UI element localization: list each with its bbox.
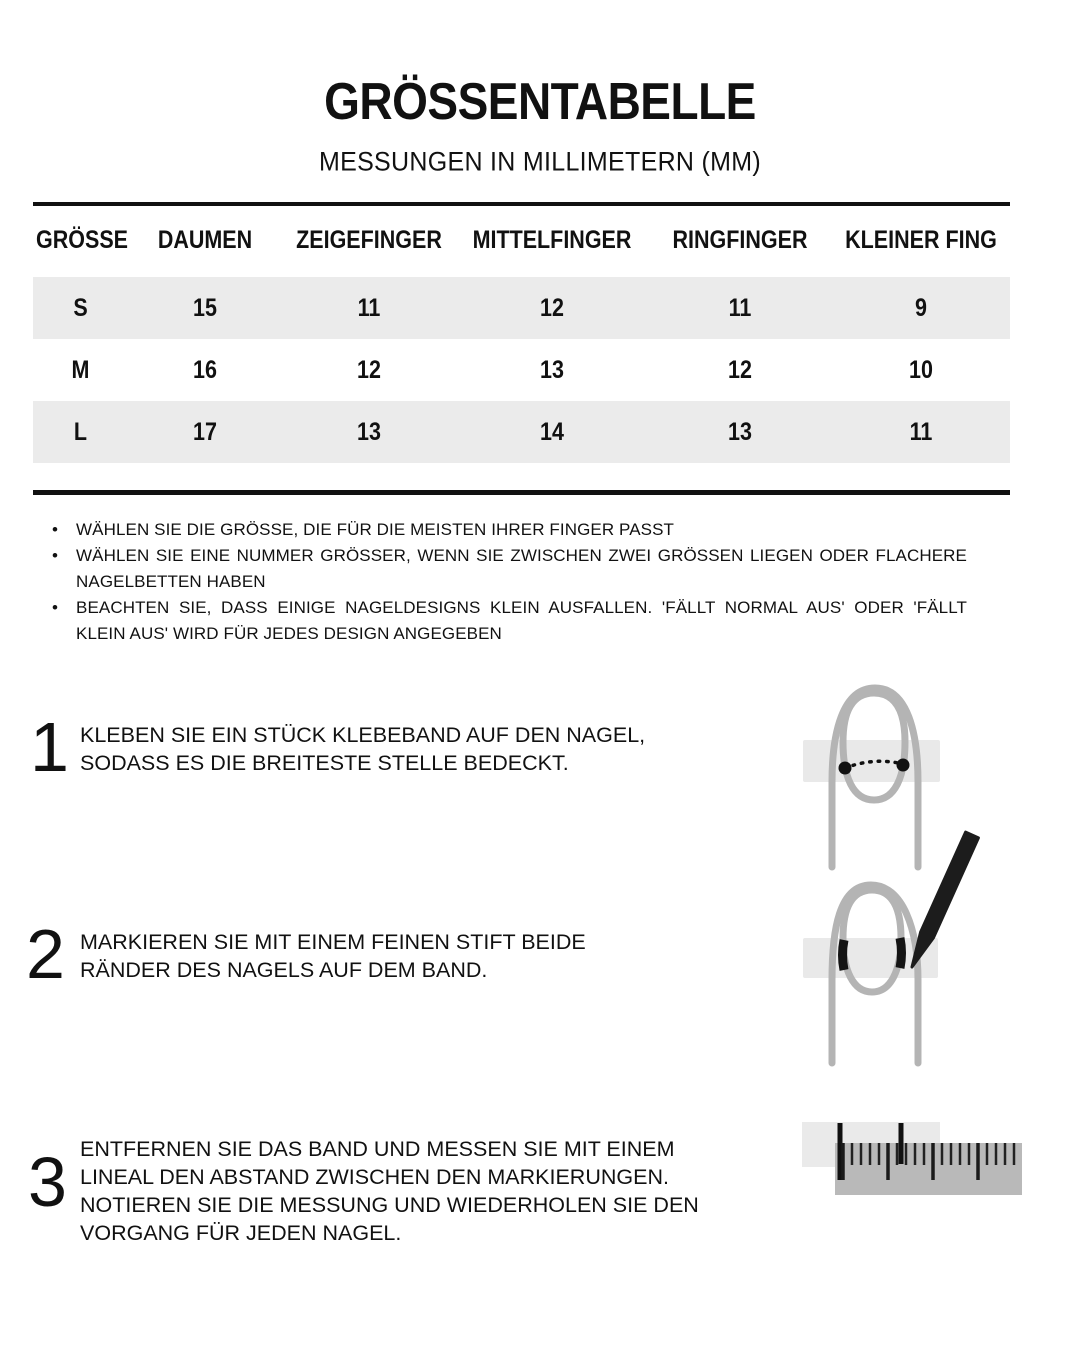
- cell-value: 12: [728, 355, 752, 384]
- tape-marks-ruler-icon: [798, 1116, 1028, 1201]
- size-label: S: [73, 293, 88, 322]
- cell-value: 13: [728, 417, 752, 446]
- list-item: [52, 543, 967, 595]
- cell-value: 14: [540, 417, 564, 446]
- note-text: WÄHLEN SIE DIE GRÖSSE, DIE FÜR DIE MEISTEN IHRER FINGER PASST: [76, 520, 675, 539]
- step-3-number: 3: [28, 1143, 67, 1221]
- cell-value: 17: [193, 417, 217, 446]
- table-bottom-rule: [33, 490, 1010, 495]
- cell-value: 11: [357, 293, 381, 322]
- step-1-text: [80, 721, 645, 777]
- list-item: [52, 517, 967, 543]
- column-header-ringfinger: RINGFINGER: [672, 225, 808, 254]
- cell-value: 13: [540, 355, 564, 384]
- note-text: BEACHTEN SIE, DASS EINIGE NAGELDESIGNS KLEIN AUSFALLEN. 'FÄLLT NORMAL AUS' ODER 'FÄLLT KLEIN AUS' WIRD FÜR JEDES DESIGN ANGEGEBEN: [76, 598, 967, 643]
- list-item: [52, 595, 967, 647]
- cell-value: 10: [909, 355, 933, 384]
- cell-value: 11: [909, 417, 933, 446]
- step-2-text: [80, 928, 586, 984]
- table-row-size-m: [33, 339, 1010, 401]
- fingernail-tape-marker-pen-icon: [795, 818, 1025, 1068]
- column-header-groesse: GRÖSSE: [36, 225, 128, 254]
- size-label: M: [71, 355, 90, 384]
- cell-value: 11: [728, 293, 752, 322]
- step-text-line: SODASS ES DIE BREITESTE STELLE BEDECKT.: [80, 751, 569, 775]
- step-3-text: [80, 1135, 699, 1247]
- step-text-line: RÄNDER DES NAGELS AUF DEM BAND.: [80, 958, 488, 982]
- step-text-line: MARKIEREN SIE MIT EINEM FEINEN STIFT BEIDE: [80, 930, 586, 954]
- step-text-line: LINEAL DEN ABSTAND ZWISCHEN DEN MARKIERUNGEN.: [80, 1165, 669, 1189]
- bullet-icon: •: [52, 598, 58, 617]
- step-text-line: KLEBEN SIE EIN STÜCK KLEBEBAND AUF DEN NAGEL,: [80, 723, 646, 747]
- cell-value: 12: [540, 293, 564, 322]
- table-top-rule: [33, 202, 1010, 206]
- column-header-daumen: DAUMEN: [157, 225, 253, 254]
- step-text-line: NOTIEREN SIE DIE MESSUNG UND WIEDERHOLEN SIE DEN: [80, 1193, 699, 1217]
- size-table-header-row: [33, 210, 1010, 270]
- size-label: L: [73, 417, 88, 446]
- cell-value: 16: [193, 355, 217, 384]
- step-text-line: ENTFERNEN SIE DAS BAND UND MESSEN SIE MIT EINEM: [80, 1137, 675, 1161]
- cell-value: 12: [357, 355, 381, 384]
- sizing-notes-list: [52, 517, 967, 647]
- cell-value: 9: [915, 293, 927, 322]
- step-text-line: VORGANG FÜR JEDEN NAGEL.: [80, 1221, 402, 1245]
- cell-value: 13: [357, 417, 381, 446]
- page-title: GRÖSSENTABELLE: [324, 71, 756, 131]
- note-text: WÄHLEN SIE EINE NUMMER GRÖSSER, WENN SIE ZWISCHEN ZWEI GRÖSSEN LIEGEN ODER FLACHERE NAGELBETTEN HABEN: [76, 546, 967, 591]
- table-row-size-s: [33, 277, 1010, 339]
- column-header-zeigefinger: ZEIGEFINGER: [296, 225, 442, 254]
- table-row-size-l: [33, 401, 1010, 463]
- step-2-number: 2: [26, 915, 65, 993]
- bullet-icon: •: [52, 520, 58, 539]
- bullet-icon: •: [52, 546, 58, 565]
- page-subtitle: MESSUNGEN IN MILLIMETERN (MM): [318, 147, 762, 177]
- cell-value: 15: [193, 293, 217, 322]
- column-header-mittelfinger: MITTELFINGER: [472, 225, 632, 254]
- column-header-kleiner-finger: KLEINER FING: [845, 225, 997, 254]
- step-1-number: 1: [30, 708, 69, 786]
